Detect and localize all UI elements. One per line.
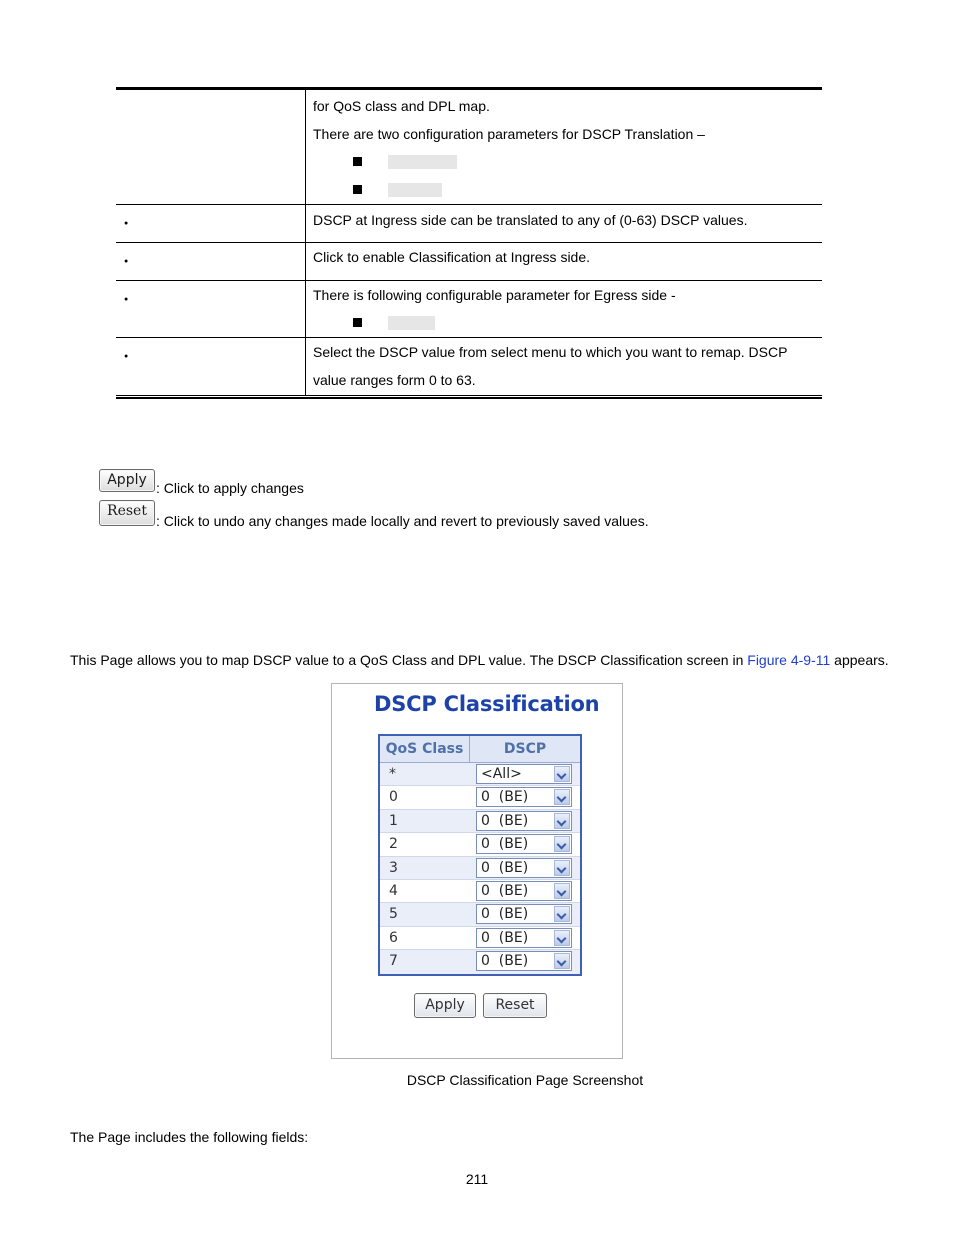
bullet-icon (124, 252, 128, 268)
figure-caption: DSCP Classification Page Screenshot (406, 1072, 644, 1088)
row-description: DSCP at Ingress side can be translated to any of (0-63) DSCP values. (313, 212, 748, 228)
chevron-down-icon[interactable] (554, 836, 570, 852)
apply-button[interactable]: Apply (99, 469, 155, 492)
dscp-select[interactable]: 0 (BE) (476, 834, 572, 854)
square-bullet-icon (353, 185, 362, 194)
reset-description: : Click to undo any changes made locally and revert to previously saved values. (156, 513, 649, 529)
page-number: 211 (465, 1171, 489, 1187)
table-row (380, 880, 580, 903)
qos-class-cell: 5 (389, 906, 398, 923)
table-row (116, 338, 822, 395)
dscp-select[interactable]: 0 (BE) (476, 811, 572, 831)
chevron-down-icon[interactable] (554, 906, 570, 922)
dscp-select[interactable]: 0 (BE) (476, 787, 572, 807)
reset-button[interactable]: Reset (483, 993, 547, 1018)
dscp-select[interactable]: 0 (BE) (476, 858, 572, 878)
chevron-down-icon[interactable] (554, 930, 570, 946)
qos-class-cell: 6 (389, 929, 398, 946)
chevron-down-icon[interactable] (554, 766, 570, 782)
qos-class-cell: * (389, 766, 396, 782)
table-row (116, 90, 822, 205)
bullet-icon (124, 214, 128, 230)
dscp-select[interactable]: 0 (BE) (476, 904, 572, 924)
square-bullet-icon (353, 318, 362, 327)
table-bottom-rule (116, 395, 822, 399)
dscp-select[interactable]: 0 (BE) (476, 951, 572, 971)
table-row (380, 903, 580, 926)
table-row (380, 810, 580, 833)
figure-link[interactable]: Figure 4-9-11 (747, 652, 831, 668)
intro-paragraph: This Page allows you to map DSCP value to a QoS Class and DPL value. The DSCP Classification screen in Figure 4-9-11 appears. (70, 652, 889, 668)
apply-button[interactable]: Apply (414, 993, 476, 1018)
dscp-select[interactable]: <All> (476, 764, 572, 784)
row-description: There is following configurable parameter for Egress side - (313, 287, 676, 303)
table-row (380, 950, 580, 973)
table-row (380, 833, 580, 856)
qos-class-cell: 1 (389, 812, 398, 829)
chevron-down-icon[interactable] (554, 789, 570, 805)
row-description-line: value ranges form 0 to 63. (313, 372, 476, 388)
fields-intro: The Page includes the following fields: (70, 1129, 309, 1145)
chevron-down-icon[interactable] (554, 953, 570, 969)
table-row (116, 205, 822, 243)
redacted-term (388, 155, 457, 169)
dscp-select[interactable]: 0 (BE) (476, 928, 572, 948)
row-description-line: Select the DSCP value from select menu to which you want to remap. DSCP (313, 344, 788, 360)
dscp-select[interactable]: 0 (BE) (476, 881, 572, 901)
table-row (380, 763, 580, 786)
table-row (380, 857, 580, 880)
reset-button[interactable]: Reset (99, 500, 155, 526)
table-row (116, 281, 822, 338)
redacted-term (388, 183, 442, 197)
chevron-down-icon[interactable] (554, 860, 570, 876)
square-bullet-icon (353, 157, 362, 166)
table-header (380, 736, 580, 763)
apply-description: : Click to apply changes (156, 480, 304, 496)
qos-class-cell: 0 (389, 789, 398, 806)
dscp-classification-screenshot (331, 683, 623, 1059)
parameter-table (116, 87, 822, 399)
column-header-qos-class: QoS Class (380, 736, 470, 762)
row-description-line: for QoS class and DPL map. (313, 98, 490, 114)
page-title: DSCP Classification (374, 692, 600, 716)
table-row (380, 927, 580, 950)
column-header-dscp: DSCP (503, 741, 547, 757)
qos-class-cell: 2 (389, 836, 398, 853)
table-row (116, 243, 822, 281)
qos-class-cell: 7 (389, 953, 398, 970)
qos-class-cell: 3 (389, 859, 398, 876)
table-row (380, 786, 580, 809)
chevron-down-icon[interactable] (554, 813, 570, 829)
bullet-icon (124, 290, 128, 306)
row-description-line: There are two configuration parameters for DSCP Translation – (313, 126, 705, 142)
row-description: Click to enable Classification at Ingress side. (313, 249, 591, 265)
bullet-icon (124, 347, 128, 363)
qos-class-cell: 4 (389, 883, 398, 899)
chevron-down-icon[interactable] (554, 883, 570, 899)
redacted-term (388, 316, 435, 330)
dscp-classification-table (378, 734, 582, 976)
